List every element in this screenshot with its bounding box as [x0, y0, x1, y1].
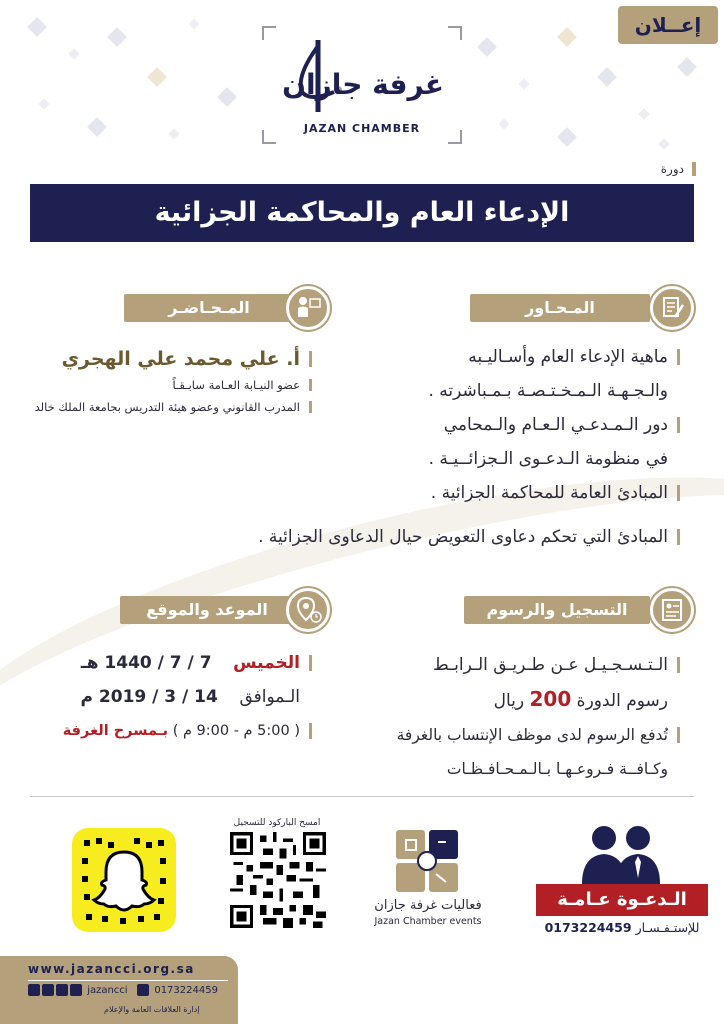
- qr-caption: امسح الباركود للتسجيل: [233, 818, 321, 828]
- axes-item: دور الـمـدعـي الـعـام والـمحامي: [320, 408, 680, 442]
- logo-english-text: JAZAN CHAMBER: [303, 122, 421, 135]
- public-invitation-banner: الـدعـوة عـامـة: [536, 884, 708, 916]
- snapchat-code[interactable]: [72, 828, 176, 932]
- registration-heading: التسجيل والرسوم: [464, 596, 650, 624]
- axes-list: [320, 340, 680, 510]
- phone-icon: [137, 984, 149, 996]
- schedule-info: [12, 646, 312, 748]
- fee-amount: 200: [529, 687, 572, 711]
- twitter-icon[interactable]: [28, 984, 40, 996]
- registration-form-icon: [650, 588, 694, 632]
- website-link[interactable]: www.jazancci.org.sa: [28, 962, 195, 976]
- snapchat-icon[interactable]: [70, 984, 82, 996]
- announcement-tag: إعــلان: [618, 6, 718, 44]
- registration-line: الـتـسـجـيـل عـن طـريـق الـرابـط: [320, 648, 680, 682]
- lecturer-info: [22, 344, 312, 418]
- registration-qr-code[interactable]: [230, 832, 326, 928]
- footer-divider: [28, 980, 228, 981]
- registration-fee: [320, 682, 680, 718]
- facebook-icon[interactable]: [42, 984, 54, 996]
- hijri-date-row: [12, 646, 312, 680]
- gregorian-label: الـموافق: [239, 687, 300, 707]
- lecturer-role: عضو النيـابة العـامة سابـقـاً: [22, 374, 312, 396]
- axes-item: المبادئ العامة للمحاكمة الجزائية .: [320, 476, 680, 510]
- snapchat-ghost-icon: [72, 828, 176, 932]
- axes-item: المبادئ التي تحكم دعاوى التعويض حيال الدعاوى الجزائية .: [60, 520, 680, 554]
- location-clock-icon: [286, 588, 330, 632]
- axes-heading: المـحـاور: [470, 294, 650, 322]
- registration-line: تُدفع الرسوم لدى موظف الإنتساب بالغرفة: [320, 718, 680, 752]
- document-pen-icon: [650, 286, 694, 330]
- jazan-chamber-logo: [262, 26, 462, 144]
- events-english-label: Jazan Chamber events: [374, 916, 482, 927]
- presenter-icon: [286, 286, 330, 330]
- axes-list-wide: [60, 520, 680, 554]
- department-label: إدارة العلاقات العامة والإعلام: [104, 1005, 200, 1014]
- axes-item: في منظومة الـدعـوى الـجزائــيـة .: [428, 449, 668, 469]
- hijri-date: 7 / 7 / 1440 هـ: [80, 653, 212, 673]
- divider: [30, 796, 694, 797]
- enquiry-row: [536, 920, 708, 935]
- lecturer-name: أ. علي محمد علي الهجري: [22, 344, 312, 374]
- event-venue: بـمسرح الغرفة: [62, 723, 169, 739]
- logo-arabic-text: غرفة جازان: [282, 68, 444, 101]
- events-arabic-label: فعاليات غرفة جازان: [374, 898, 482, 913]
- enquiry-phone[interactable]: 0173224459: [544, 920, 632, 935]
- footer-phone[interactable]: 0173224459: [154, 985, 218, 996]
- gregorian-date: 14 / 3 / 2019 م: [80, 687, 218, 707]
- axes-item: والـجـهـة الـمـخـتـصـة بـمـباشرته .: [428, 381, 668, 401]
- fee-suffix: ريال: [493, 691, 525, 711]
- footer-contact-row: [28, 984, 218, 996]
- registration-info: [320, 648, 680, 786]
- lecturer-role: المدرب القانوني وعضو هيئة التدريس بجامعة الملك خالد: [22, 396, 312, 418]
- day-name: الخميس: [233, 653, 300, 673]
- social-handle: jazancci: [87, 985, 128, 996]
- people-icon: [576, 822, 666, 884]
- time-venue-row: [12, 714, 312, 748]
- course-title: الإدعاء العام والمحاكمة الجزائية: [30, 184, 694, 242]
- course-label: دورة: [661, 162, 696, 176]
- qr-code-icon: [230, 832, 326, 928]
- enquiry-label: للإستـفـسـار: [635, 920, 700, 935]
- lecturer-heading: المـحـاضـر: [124, 294, 294, 322]
- axes-item: ماهية الإدعاء العام وأسـاليـبه: [320, 340, 680, 374]
- fee-prefix: رسوم الدورة: [576, 691, 668, 711]
- gregorian-date-row: [12, 680, 312, 714]
- schedule-heading: الموعد والموقع: [120, 596, 294, 624]
- instagram-icon[interactable]: [56, 984, 68, 996]
- events-logo-icon: [392, 826, 462, 896]
- registration-line: وكـافــة فـروعـهـا بـالـمـحـافـظـات: [446, 760, 668, 778]
- event-time: ( 5:00 م - 9:00 م ): [172, 723, 300, 739]
